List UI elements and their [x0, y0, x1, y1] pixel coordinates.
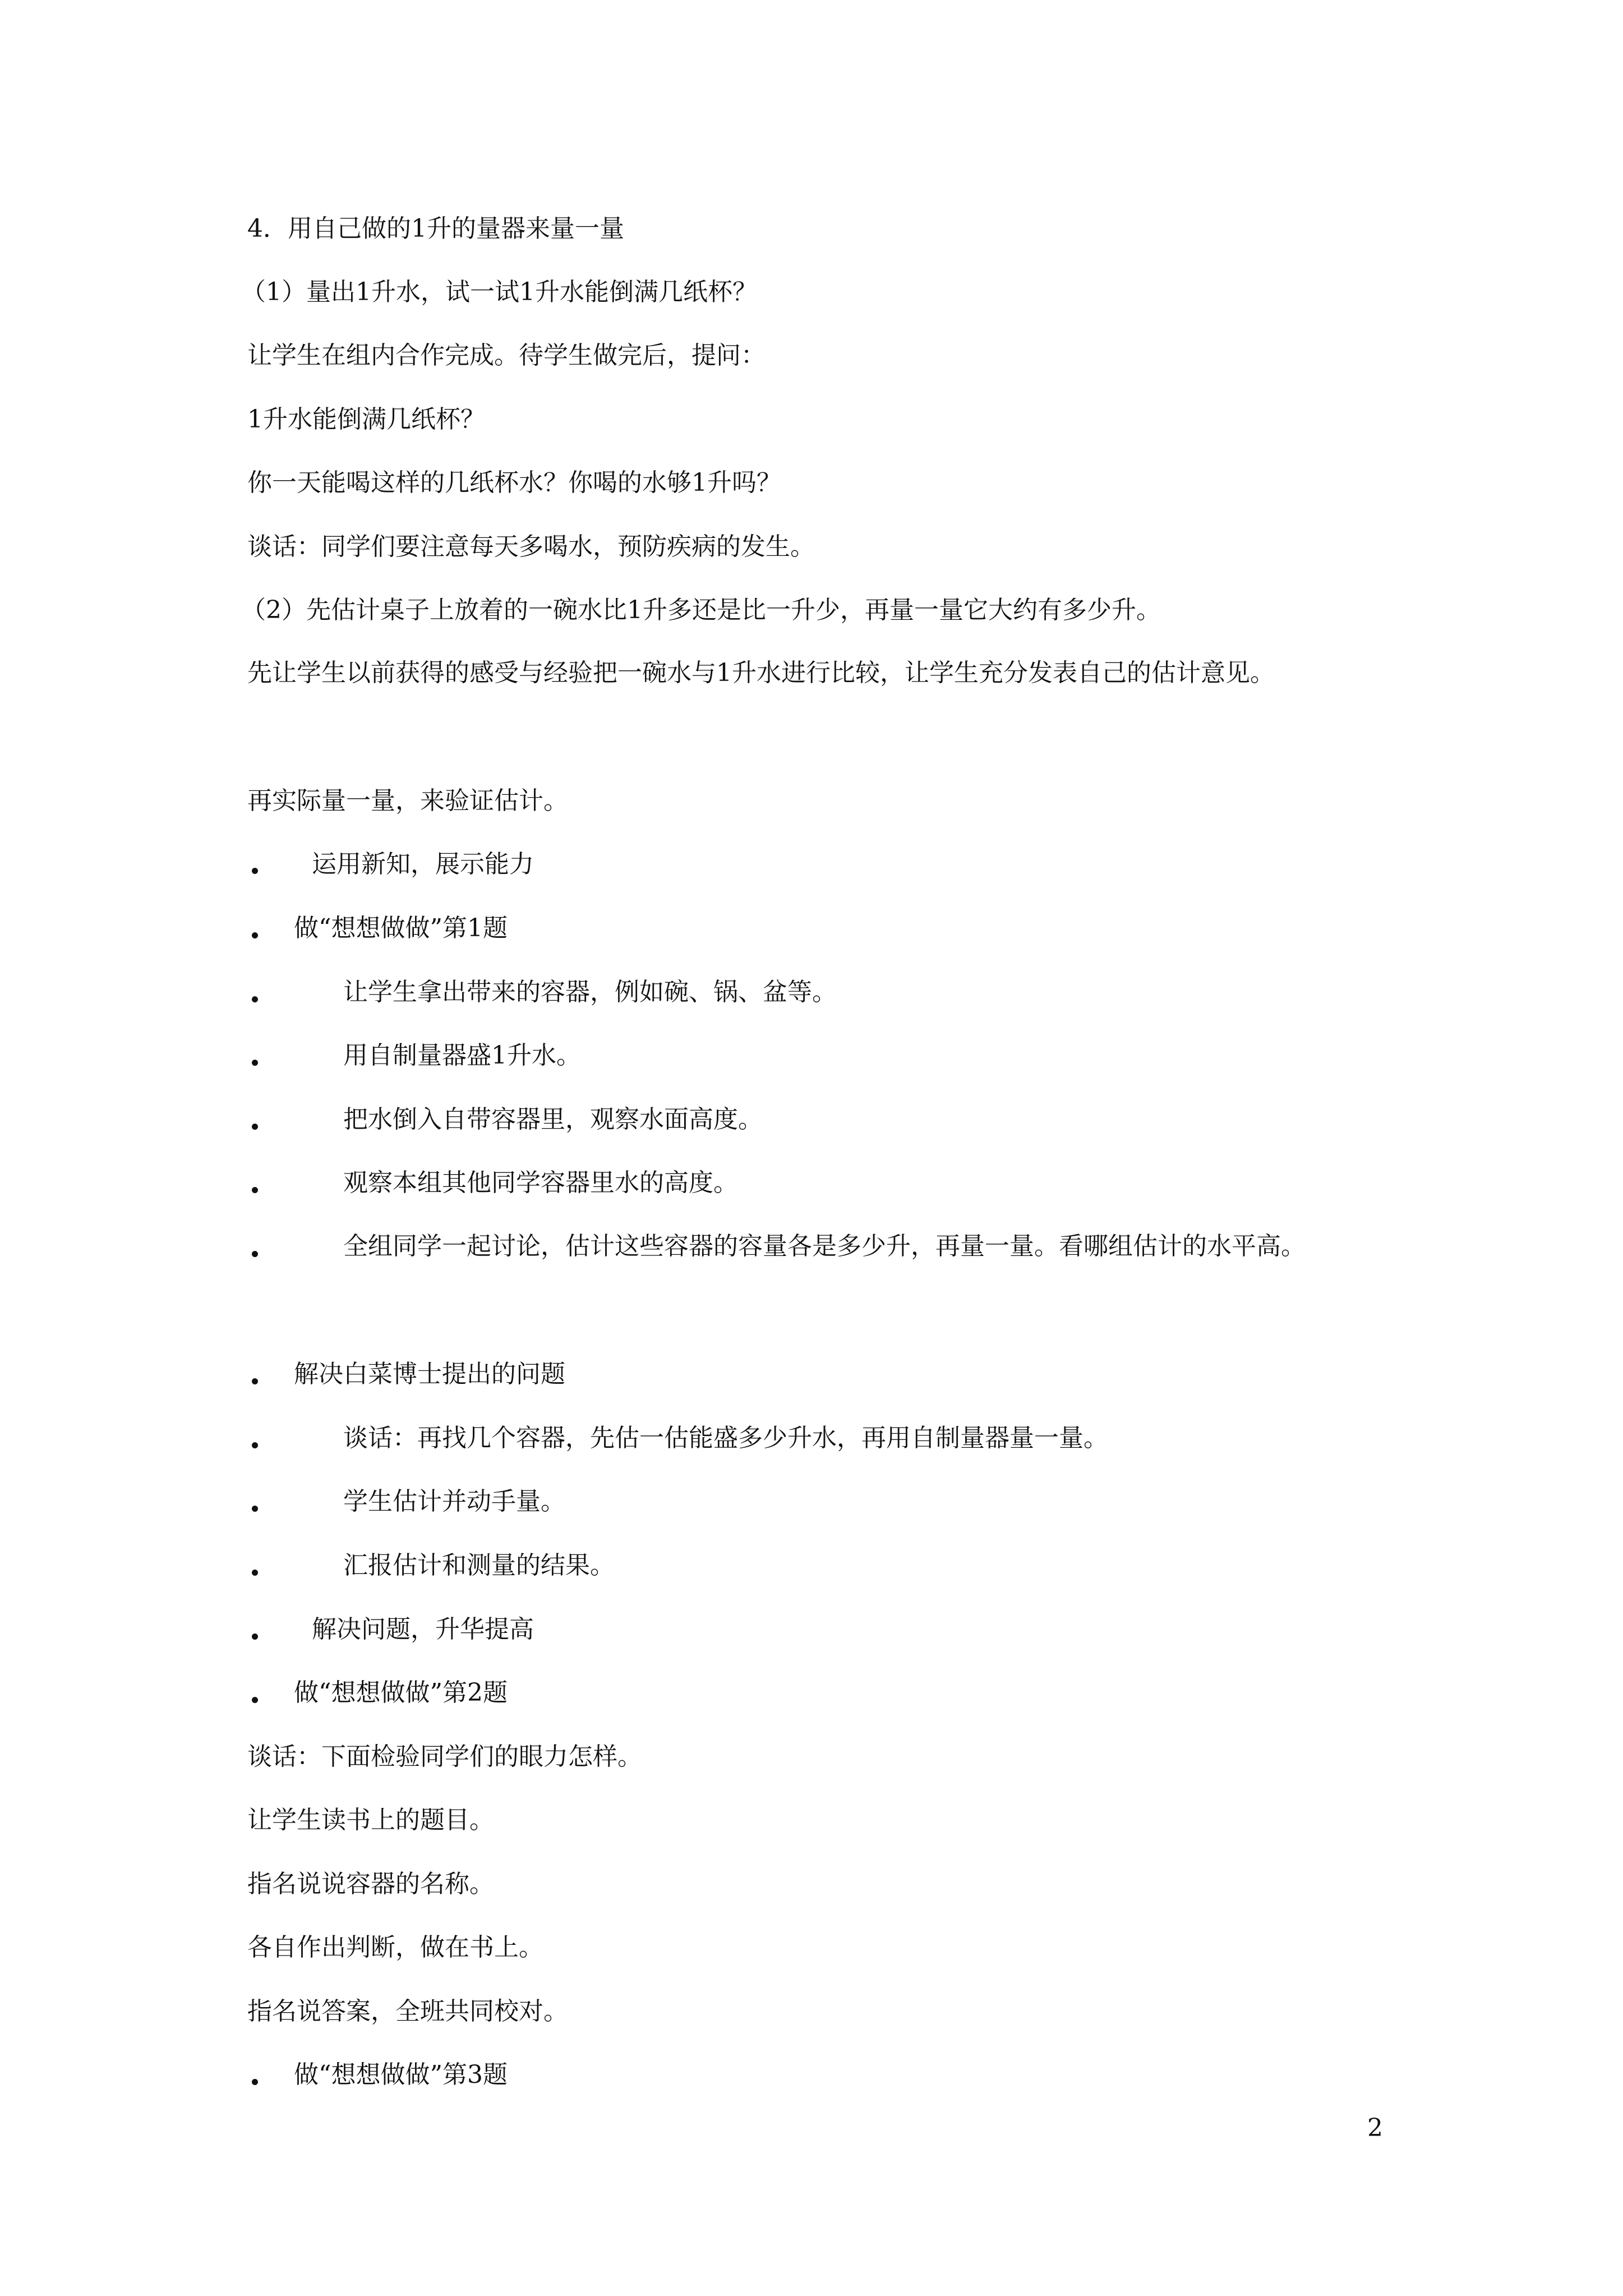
bullet-text: 全组同学一起讨论，估计这些容器的容量各是多少升，再量一量。看哪组估计的水平高。 [343, 1232, 1306, 1260]
text-line: 指名说答案，全班共同校对。 [247, 1997, 568, 2026]
bullet-dot [252, 1442, 258, 1448]
page-number: 2 [1367, 2114, 1383, 2142]
bullet-text: 观察本组其他同学容器里水的高度。 [343, 1168, 738, 1197]
text-line: 指名说说容器的名称。 [247, 1870, 494, 1898]
bullet-text: 谈话：再找几个容器，先估一估能盛多少升水，再用自制量器量一量。 [343, 1424, 1108, 1452]
bullet-dot [252, 1124, 258, 1130]
bullet-text: 用自制量器盛1升水。 [343, 1041, 581, 1070]
text-line: 1升水能倒满几纸杯？ [247, 405, 485, 434]
text-line: 谈话：下面检验同学们的眼力怎样。 [247, 1742, 642, 1771]
bullet-text: 运用新知，展示能力 [312, 850, 534, 878]
bullet-text: 做“想想做做”第1题 [294, 914, 508, 942]
section-heading: 4．用自己做的1升的量器来量一量 [247, 214, 624, 243]
bullet-text: 做“想想做做”第3题 [294, 2060, 508, 2089]
text-line: （2）先估计桌子上放着的一碗水比1升多还是比一升少，再量一量它大约有多少升。 [241, 596, 1161, 624]
bullet-text: 学生估计并动手量。 [343, 1487, 565, 1516]
text-line: 让学生在组内合作完成。待学生做完后，提问： [247, 341, 766, 370]
text-paragraph: 先让学生以前获得的感受与经验把一碗水与1升水进行比较，让学生充分发表自己的估计意见。 [247, 659, 1275, 687]
bullet-dot [252, 1187, 258, 1193]
bullet-dot [252, 1570, 258, 1576]
text-line: 谈话：同学们要注意每天多喝水，预防疾病的发生。 [247, 532, 815, 561]
bullet-dot [252, 1378, 258, 1384]
bullet-text: 把水倒入自带容器里，观察水面高度。 [343, 1105, 763, 1134]
bullet-dot [252, 932, 258, 938]
text-line: （1）量出1升水，试一试1升水能倒满几纸杯？ [241, 278, 757, 306]
bullet-dot [252, 2079, 258, 2085]
bullet-text: 解决问题，升华提高 [312, 1615, 534, 1644]
bullet-text: 让学生拿出带来的容器，例如碗、锅、盆等。 [343, 978, 837, 1006]
bullet-dot [252, 1251, 258, 1257]
text-line: 你一天能喝这样的几纸杯水？你喝的水够1升吗？ [247, 468, 781, 497]
bullet-text: 做“想想做做”第2题 [294, 1678, 508, 1707]
bullet-dot [252, 996, 258, 1002]
bullet-dot [252, 1697, 258, 1703]
bullet-dot [252, 1506, 258, 1512]
bullet-text: 汇报估计和测量的结果。 [343, 1551, 615, 1580]
bullet-dot [252, 1634, 258, 1640]
bullet-dot [252, 868, 258, 874]
text-line: 让学生读书上的题目。 [247, 1806, 494, 1834]
bullet-dot [252, 1060, 258, 1066]
bullet-text: 解决白菜博士提出的问题 [294, 1360, 565, 1388]
text-line: 再实际量一量，来验证估计。 [247, 786, 568, 815]
text-line: 各自作出判断，做在书上。 [247, 1933, 543, 1962]
